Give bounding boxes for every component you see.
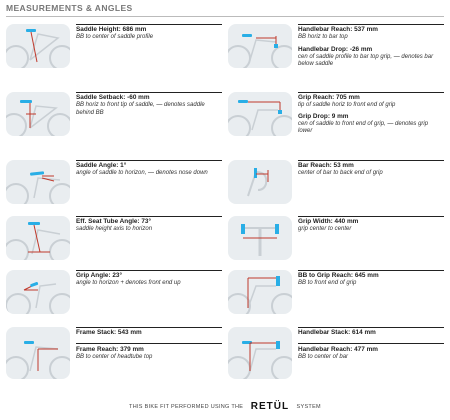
measurement-label: Frame Stack: [76, 329, 117, 336]
saddle-setback-diagram [6, 92, 70, 136]
measurement-saddle-height [6, 24, 222, 76]
measurement-label: Grip Width: [298, 218, 333, 225]
measurement-grip-width [228, 216, 444, 268]
section-divider [6, 16, 444, 17]
measurement-label: Eff. Seat Tube Angle: [76, 218, 140, 225]
measurement-desc: angle of saddle to horizon, — denotes nose down [76, 170, 208, 176]
measurement-label: Handlebar Reach: [298, 346, 353, 353]
measurement-value: 537 mm [354, 26, 378, 33]
measurement-desc: cen of saddle to front end of grip, — denotes grip lower [298, 120, 429, 134]
measurement-value: 645 mm [354, 272, 379, 279]
measurement-value: 543 mm [117, 329, 142, 336]
bar-reach-diagram [228, 160, 292, 204]
section-title: MEASUREMENTS & ANGLES [6, 3, 133, 13]
section-header [6, 3, 444, 17]
measurement-value: 477 mm [354, 346, 378, 353]
measurement-desc: angle to horizon + denotes front end up [76, 280, 181, 286]
measurement-label: Bar Reach: [298, 162, 332, 169]
measurement-value: 1° [120, 162, 127, 169]
footer [0, 398, 450, 412]
measurement-frame-stack-reach [6, 327, 222, 393]
measurement-handlebar-stack-reach [228, 327, 444, 393]
measurement-value: 705 mm [336, 94, 360, 101]
measurement-desc: BB to front end of grip [298, 280, 357, 286]
retul-logo: RETÜL [250, 401, 290, 413]
measurement-desc: grip center to center [298, 226, 352, 232]
measurement-label: Grip Angle: [76, 272, 111, 279]
measurement-desc: BB to center of bar [298, 354, 349, 360]
measurement-value: 686 mm [122, 26, 147, 33]
measurement-saddle-setback [6, 92, 222, 144]
grip-width-diagram [228, 216, 292, 260]
measurement-label: BB to Grip Reach: [298, 272, 354, 279]
footer-suffix: SYSTEM [296, 403, 321, 410]
footer-prefix: THIS BIKE FIT PERFORMED USING THE [129, 403, 244, 410]
measurement-desc: BB to center of saddle profile [76, 34, 154, 40]
measurement-value: 23° [112, 272, 123, 279]
measurement-label: Saddle Angle: [76, 162, 119, 169]
measurement-bar-reach [228, 160, 444, 212]
measurement-value: 53 mm [333, 162, 354, 169]
measurement-bb-to-grip-reach [228, 270, 444, 322]
measurement-desc: BB horiz to bar top [298, 34, 348, 40]
grip-reach-diagram [228, 92, 292, 136]
measurement-desc: tip of saddle horiz to front end of grip [298, 102, 396, 108]
measurement-label: Handlebar Reach: [298, 26, 353, 33]
measurement-label: Handlebar Drop: [298, 45, 349, 53]
saddle-angle-diagram [6, 160, 70, 204]
handlebar-reach-diagram [228, 24, 292, 68]
frame-stack-reach-diagram [6, 327, 70, 379]
measurement-label: Handlebar Stack: [298, 329, 351, 336]
measurement-desc: BB horiz to front tip of saddle, — denotes saddle behind BB [76, 102, 205, 116]
handlebar-stack-reach-diagram [228, 327, 292, 379]
measurement-value: -26 mm [349, 45, 373, 53]
measurement-label: Grip Drop: [298, 112, 330, 120]
grip-angle-diagram [6, 270, 70, 314]
measurement-value: 379 mm [120, 346, 144, 353]
measurement-value: 440 mm [334, 218, 359, 225]
measurement-seat-tube-angle [6, 216, 222, 268]
measurement-grip-angle [6, 270, 222, 322]
measurement-grip-reach-drop [228, 92, 444, 148]
measurement-handlebar-reach-drop [228, 24, 444, 86]
saddle-height-diagram [6, 24, 70, 68]
measurement-value: -60 mm [127, 94, 150, 101]
seat-tube-angle-diagram [6, 216, 70, 260]
measurement-label: Frame Reach: [76, 346, 119, 353]
measurement-desc: BB to center of headtube top [76, 354, 153, 360]
measurement-desc: saddle height axis to horizon [76, 226, 153, 232]
measurement-label: Grip Reach: [298, 94, 335, 101]
measurement-value: 9 mm [331, 112, 349, 120]
measurement-label: Saddle Height: [76, 26, 121, 33]
measurement-saddle-angle [6, 160, 222, 212]
measurement-desc: cen of saddle profile to bar top grip, — denotes bar below saddle [298, 53, 434, 67]
measurement-label: Saddle Setback: [76, 94, 126, 101]
measurement-value: 73° [141, 218, 152, 225]
bb-grip-reach-diagram [228, 270, 292, 314]
measurement-value: 614 mm [352, 329, 376, 336]
measurement-desc: center of bar to back end of grip [298, 170, 383, 176]
